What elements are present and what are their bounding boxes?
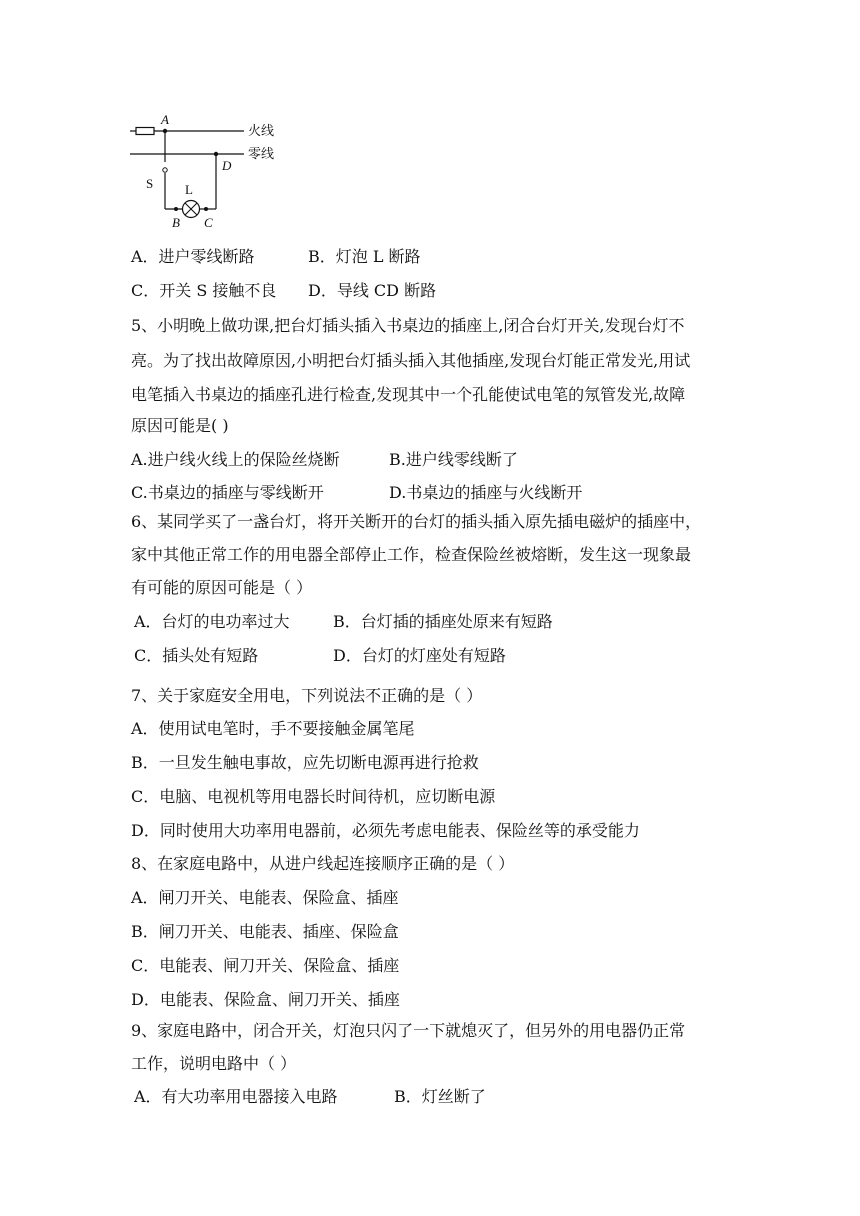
q8-option-a: A．闸刀开关、电能表、保险盒、插座 xyxy=(131,888,399,907)
label-l: L xyxy=(185,182,193,197)
q4-option-c: C．开关 S 接触不良 xyxy=(131,281,277,300)
q9-stem-line-1: 9、家庭电路中，闭合开关，灯泡只闪了一下就熄灭了，但另外的用电器仍正常 xyxy=(131,1021,686,1040)
q8-stem: 8、在家庭电路中，从进户线起连接顺序正确的是（ ） xyxy=(131,854,515,873)
q6-option-d: D．台灯的灯座处有短路 xyxy=(333,646,506,665)
circuit-diagram xyxy=(128,112,308,232)
label-s: S xyxy=(146,176,154,191)
q5-option-b: B.进户线零线断了 xyxy=(389,450,518,469)
fuse-symbol xyxy=(136,128,154,135)
q6-option-b: B．台灯插的插座处原来有短路 xyxy=(333,612,553,631)
label-d: D xyxy=(222,158,232,173)
q5-stem-line-3: 电笔插入书桌边的插座孔进行检查,发现其中一个孔能使试电笔的氖管发光,故障 xyxy=(131,385,686,404)
label-zero-line: 零线 xyxy=(248,146,275,161)
q9-option-b: B．灯丝断了 xyxy=(394,1087,486,1106)
q7-option-d: D．同时使用大功率用电器前，必须先考虑电能表、保险丝等的承受能力 xyxy=(131,821,640,840)
q7-option-a: A．使用试电笔时，手不要接触金属笔尾 xyxy=(131,719,415,738)
q8-option-d: D．电能表、保险盒、闸刀开关、插座 xyxy=(131,990,400,1009)
label-b: B xyxy=(172,215,180,230)
q5-option-d: D.书桌边的插座与火线断开 xyxy=(389,483,583,502)
q4-option-b: B．灯泡 L 断路 xyxy=(308,247,421,266)
label-fire-line: 火线 xyxy=(248,123,275,138)
node-c xyxy=(204,207,208,211)
q7-stem: 7、关于家庭安全用电，下列说法不正确的是（ ） xyxy=(131,686,483,705)
q6-option-a: A．台灯的电功率过大 xyxy=(134,612,290,631)
q6-stem-line-3: 有可能的原因可能是（ ） xyxy=(131,578,313,597)
q9-stem-line-2: 工作，说明电路中（ ） xyxy=(131,1054,297,1073)
q5-option-a: A.进户线火线上的保险丝烧断 xyxy=(131,450,340,469)
q5-option-c: C.书桌边的插座与零线断开 xyxy=(131,483,324,502)
q8-option-c: C．电能表、闸刀开关、保险盒、插座 xyxy=(131,956,400,975)
q4-option-a: A．进户零线断路 xyxy=(131,247,255,266)
lamp-l-symbol xyxy=(183,201,200,218)
q5-stem-line-4: 原因可能是( ) xyxy=(131,416,229,435)
q6-option-c: C．插头处有短路 xyxy=(134,646,259,665)
q7-option-c: C．电脑、电视机等用电器长时间待机，应切断电源 xyxy=(131,787,496,806)
q5-stem-line-1: 5、小明晚上做功课,把台灯插头插入书桌边的插座上,闭合台灯开关,发现台灯不 xyxy=(131,316,685,335)
switch-s-contact xyxy=(163,168,167,172)
q6-stem-line-1: 6、某同学买了一盏台灯，将开关断开的台灯的插头插入原先插电磁炉的插座中， xyxy=(131,512,702,531)
q6-stem-line-2: 家中其他正常工作的用电器全部停止工作，检查保险丝被熔断，发生这一现象最 xyxy=(131,545,692,564)
node-b xyxy=(174,207,178,211)
label-a: A xyxy=(161,112,169,127)
q4-option-d: D．导线 CD 断路 xyxy=(308,281,437,300)
q5-stem-line-2: 亮。为了找出故障原因,小明把台灯插头插入其他插座,发现台灯能正常发光,用试 xyxy=(131,351,691,370)
q9-option-a: A．有大功率用电器接入电路 xyxy=(134,1087,338,1106)
q8-option-b: B．闸刀开关、电能表、插座、保险盒 xyxy=(131,922,399,941)
label-c: C xyxy=(204,215,213,230)
q7-option-b: B．一旦发生触电事故，应先切断电源再进行抢救 xyxy=(131,753,479,772)
